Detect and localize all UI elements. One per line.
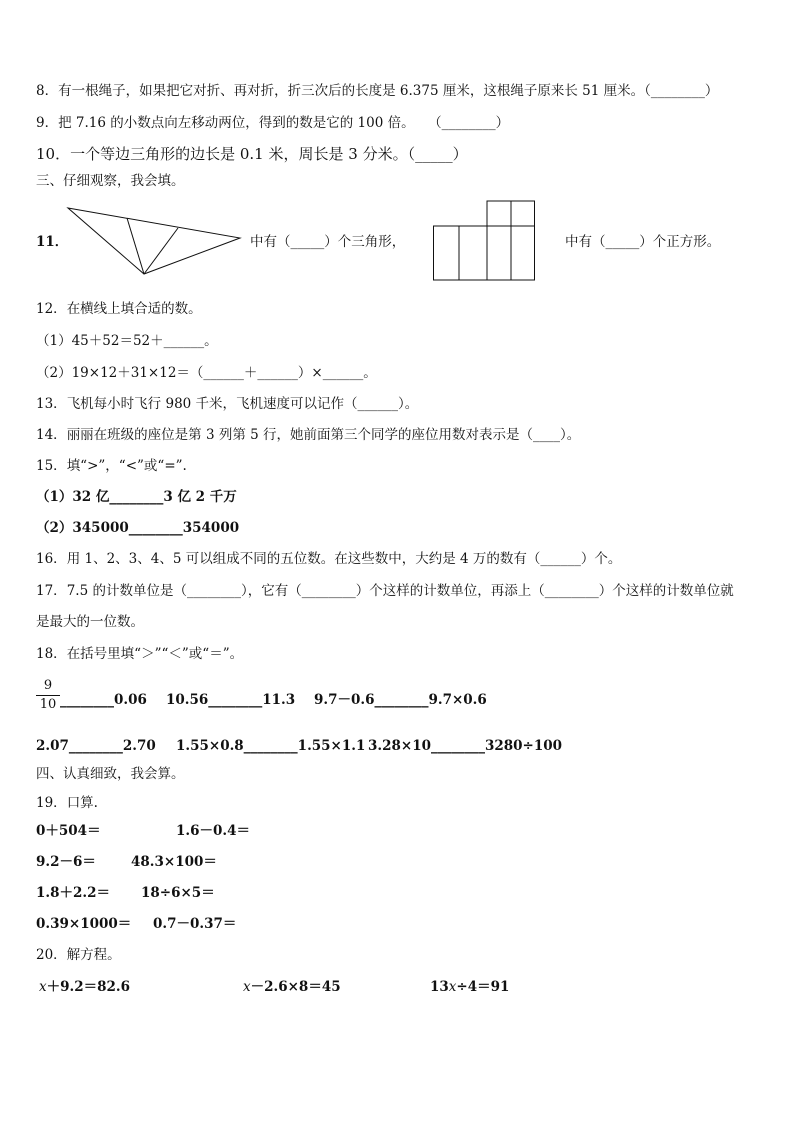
question-number: 9． bbox=[36, 115, 59, 131]
question-text: 有一根绳子，如果把它对折、再对折，折三次后的长度是 6.375 厘米，这根绳子原来长 51 厘米。（________） bbox=[58, 83, 719, 99]
question-11-number: 11． bbox=[36, 234, 69, 250]
question-number: 12． bbox=[36, 301, 67, 317]
question-text: 把 7.16 的小数点向左移动两位，得到的数是它的 100 倍。 （________） bbox=[58, 115, 510, 131]
question-17 bbox=[36, 582, 734, 600]
compare-r1c2: 10.56________11.3 bbox=[166, 692, 296, 708]
question-text: 解方程。 bbox=[66, 947, 121, 963]
equation-body: －2.6×8＝45 bbox=[250, 979, 341, 995]
question-text: 一个等边三角形的边长是 0.1 米，周长是 3 分米。（_____） bbox=[70, 145, 468, 163]
equation-prefix: 13 bbox=[430, 979, 449, 995]
question-number: 17． bbox=[36, 583, 67, 599]
question-number: 8． bbox=[36, 83, 59, 99]
section-3-heading: 三、仔细观察，我会填。 bbox=[36, 173, 185, 189]
question-number: 13． bbox=[36, 396, 67, 412]
question-number: 18． bbox=[36, 646, 67, 662]
equation-1 bbox=[39, 978, 130, 996]
mental-calc-item: 48.3×100＝ bbox=[131, 854, 217, 870]
question-number: 14． bbox=[36, 427, 67, 443]
question-11-square-text: 中有（_____）个正方形。 bbox=[565, 234, 721, 250]
variable-x: x bbox=[243, 979, 251, 995]
squares-figure bbox=[432, 200, 536, 282]
question-number: 10． bbox=[36, 145, 71, 163]
compare-r2c2: 1.55×0.8________1.55×1.1 bbox=[176, 738, 366, 754]
question-text: 飞机每小时飞行 980 千米，飞机速度可以记作（______）。 bbox=[66, 396, 419, 412]
question-15-part-1: （1）32 亿________3 亿 2 千万 bbox=[36, 489, 237, 505]
question-text: 7.5 的计数单位是（________），它有（________）个这样的计数单位，再添上（________）个这样的计数单位就 bbox=[66, 583, 734, 599]
mental-calc-item: 1.8＋2.2＝ bbox=[36, 885, 110, 901]
question-text: 丽丽在班级的座位是第 3 列第 5 行，她前面第三个同学的座位用数对表示是（____）。 bbox=[66, 427, 581, 443]
question-number: 20． bbox=[36, 947, 67, 963]
question-20 bbox=[36, 946, 121, 964]
question-11-triangle-text: 中有（_____）个三角形， bbox=[250, 234, 406, 250]
mental-calc-item: 0＋504＝ bbox=[36, 823, 101, 839]
fraction-denominator: 10 bbox=[39, 697, 57, 712]
compare-r1c1: ________0.06 bbox=[60, 692, 147, 708]
question-12-part-2: （2）19×12＋31×12＝（______＋______）×______。 bbox=[36, 365, 377, 381]
question-19 bbox=[36, 794, 98, 812]
question-15 bbox=[36, 457, 187, 475]
question-text: 填“>”，“<”或“=”. bbox=[66, 458, 187, 474]
mental-calc-item: 0.7－0.37＝ bbox=[153, 916, 237, 932]
equation-3 bbox=[430, 978, 509, 996]
question-number: 19． bbox=[36, 795, 67, 811]
triangle-figure bbox=[60, 200, 245, 280]
compare-r1c3: 9.7－0.6________9.7×0.6 bbox=[314, 692, 487, 708]
question-9 bbox=[36, 114, 509, 132]
section-4-heading: 四、认真细致，我会算。 bbox=[36, 766, 185, 782]
question-8 bbox=[36, 82, 718, 100]
question-16 bbox=[36, 550, 621, 568]
mental-calc-item: 9.2－6＝ bbox=[36, 854, 96, 870]
mental-calc-item: 18÷6×5＝ bbox=[141, 885, 215, 901]
fraction-bar bbox=[36, 695, 60, 696]
question-12 bbox=[36, 300, 202, 318]
equation-body: ＋9.2＝82.6 bbox=[46, 979, 130, 995]
question-text: 在括号里填“＞”“＜”或“＝”。 bbox=[66, 646, 244, 662]
question-text: 口算. bbox=[66, 795, 98, 811]
compare-r2c3: 3.28×10________3280÷100 bbox=[368, 738, 563, 754]
question-17-continued: 是最大的一位数。 bbox=[36, 614, 144, 630]
question-12-part-1: （1）45＋52＝52＋______。 bbox=[36, 333, 218, 349]
question-18 bbox=[36, 645, 243, 663]
mental-calc-item: 0.39×1000＝ bbox=[36, 916, 132, 932]
question-13 bbox=[36, 395, 418, 413]
fraction-numerator: 9 bbox=[43, 678, 53, 693]
equation-2 bbox=[243, 978, 341, 996]
equation-body: ÷4＝91 bbox=[456, 979, 510, 995]
question-number: 16． bbox=[36, 551, 67, 567]
question-15-part-2: （2）345000________354000 bbox=[36, 520, 240, 536]
variable-x: x bbox=[39, 979, 47, 995]
compare-r2c1: 2.07________2.70 bbox=[36, 738, 156, 754]
question-14 bbox=[36, 426, 580, 444]
fraction-nine-tenths bbox=[36, 678, 60, 713]
question-text: 在横线上填合适的数。 bbox=[66, 301, 202, 317]
question-10 bbox=[36, 145, 468, 163]
variable-x: x bbox=[448, 979, 457, 995]
question-text: 用 1、2、3、4、5 可以组成不同的五位数。在这些数中，大约是 4 万的数有（______）个。 bbox=[66, 551, 622, 567]
question-number: 15． bbox=[36, 458, 67, 474]
mental-calc-item: 1.6－0.4＝ bbox=[176, 823, 250, 839]
